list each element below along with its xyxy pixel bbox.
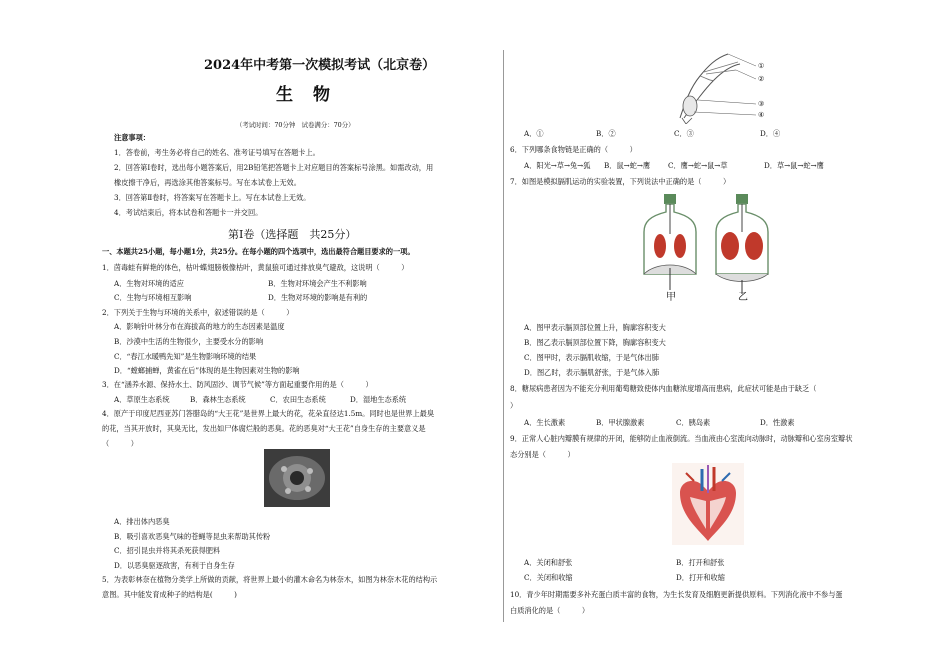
q8-option-c[interactable]: C．胰岛素 [676, 418, 711, 427]
q4-stem: 4．原产于印度尼西亚苏门答腊岛的“大王花”是世界上最大的花，花朵直径达1.5m。同时也是世界上最臭 [102, 409, 435, 418]
q2-option-a[interactable]: A．影响针叶林分布在海拔高的地方的生态因素是温度 [114, 322, 285, 331]
q9-stem: 9．正常人心脏内瓣膜有规律的开闭，能够防止血液倒流。当血液由心室流向动脉时，动脉瓣和心室房室瓣状 [510, 434, 853, 443]
section-title: 第Ⅰ卷（选择题 共25分） [228, 228, 357, 241]
q2-option-b[interactable]: B．沙漠中生活的生物很少，主要受水分的影响 [114, 337, 264, 346]
notes-item: 橡皮擦干净后，再选涂其他答案标号。写在本试卷上无效。 [114, 178, 301, 187]
q7-label-jia: 甲 [666, 292, 676, 303]
diagram-label-4: ④ [758, 110, 765, 119]
q6-option-a[interactable]: A．阳光→草→兔→狐 [524, 161, 591, 170]
q4-option-c[interactable]: C．招引昆虫并将其杀死获得肥料 [114, 546, 221, 555]
subject-title: 生物 [276, 85, 350, 105]
q7-stem: 7．如图是模拟膈肌运动的实验装置，下列说法中正确的是（ ） [510, 177, 731, 186]
q6-stem: 6．下列哪条食物链是正确的（ ） [510, 145, 637, 154]
q8-option-d[interactable]: D．性激素 [760, 418, 795, 427]
diaphragm-model-diagram [636, 192, 786, 300]
diagram-label-1: ① [758, 61, 765, 70]
section-instruction: 一、本题共25小题，每小题1分，共25分。在每小题的四个选项中，选出最符合题目要求的一项。 [102, 247, 415, 256]
q1-option-a[interactable]: A．生物对环境的适应 [114, 279, 184, 288]
q5-stem: 意图。其中能发育成种子的结构是( ) [102, 590, 237, 599]
q2-stem: 2．下列关于生物与环境的关系中，叙述错误的是（ ） [102, 308, 294, 317]
q10-stem: 白质消化的是（ ） [510, 606, 590, 615]
q5-option-b[interactable]: B．② [596, 129, 616, 138]
q9-stem: 态分别是（ ） [510, 450, 575, 459]
q7-option-a[interactable]: A．图甲表示膈顶部位置上升，胸廓容积变大 [524, 323, 666, 332]
heart-diagram [672, 463, 744, 545]
q5-option-d[interactable]: D．④ [760, 129, 781, 138]
q3-option-b[interactable]: B．森林生态系统 [190, 395, 246, 404]
q9-option-d[interactable]: D．打开和收缩 [676, 573, 725, 582]
q2-option-d[interactable]: D．“螳螂捕蝉，黄雀在后”体现的是生物因素对生物的影响 [114, 366, 300, 375]
q1-option-d[interactable]: D．生物对环境的影响是有利的 [268, 293, 368, 302]
q1-option-b[interactable]: B．生物对环境会产生不利影响 [268, 279, 367, 288]
notes-item: 2．回答第Ⅰ卷时，选出每小题答案后，用2B铅笔把答题卡上对应题目的答案标号涂黑。如需改动，用 [114, 163, 434, 172]
column-divider [503, 50, 504, 622]
q3-stem: 3．在“涵养水源、保持水土、防风固沙、调节气候”等方面起重要作用的是（ ） [102, 380, 373, 389]
q4-stem: 的花，当其开放时，其臭无比，发出如尸体腐烂般的恶臭。花的恶臭对“大王花”自身生存的主要意义是 [102, 424, 426, 433]
q4-stem: （ ） [102, 439, 138, 448]
q9-option-c[interactable]: C．关闭和收缩 [524, 573, 573, 582]
q7-option-c[interactable]: C．图甲时，表示膈肌收缩，于是气体出肺 [524, 353, 659, 362]
exam-info: （考试时间：70分钟 试卷满分：70分） [236, 121, 355, 129]
q8-option-b[interactable]: B．甲状腺激素 [596, 418, 645, 427]
q4-option-b[interactable]: B．吸引喜欢恶臭气味的苍蝇等昆虫来帮助其传粉 [114, 532, 271, 541]
q7-label-yi: 乙 [738, 292, 748, 303]
q4-option-a[interactable]: A．排出体内恶臭 [114, 517, 170, 526]
q10-stem: 10．青少年时期需要多补充蛋白质丰富的食物，为生长发育及细胞更新提供原料。下列消化液中不参与蛋 [510, 590, 843, 599]
q8-option-a[interactable]: A．生长激素 [524, 418, 566, 427]
q2-option-c[interactable]: C．“春江水暖鸭先知”是生物影响环境的结果 [114, 352, 257, 361]
q5-option-c[interactable]: C．③ [674, 129, 694, 138]
q6-option-b[interactable]: B．鼠→蛇→鹰 [604, 161, 651, 170]
q9-option-a[interactable]: A．关闭和舒张 [524, 558, 573, 567]
q1-option-c[interactable]: C．生物与环境相互影响 [114, 293, 192, 302]
notes-heading: 注意事项： [114, 133, 150, 142]
notes-item: 3．回答第Ⅱ卷时，将答案写在答题卡上。写在本试卷上无效。 [114, 193, 311, 202]
q5-stem: 5．为表彰林奈在植物分类学上所做的贡献，将世界上最小的灌木命名为林奈木，如图为林奈木花的结构示 [102, 575, 438, 584]
q6-option-c[interactable]: C．鹰→蛇→鼠→草 [668, 161, 728, 170]
q6-option-d[interactable]: D．草→鼠→蛇→鹰 [764, 161, 824, 170]
q5-option-a[interactable]: A．① [524, 129, 544, 138]
q3-option-c[interactable]: C．农田生态系统 [270, 395, 326, 404]
diagram-label-3: ③ [758, 99, 765, 108]
q3-option-d[interactable]: D．湿地生态系统 [350, 395, 407, 404]
q8-stem: 8．糖尿病患者因为不能充分利用葡萄糖致使体内血糖浓度增高而患病，此症状可能是由于缺乏（ [510, 384, 817, 393]
rafflesia-flower-image [264, 449, 330, 507]
q9-option-b[interactable]: B．打开和舒张 [676, 558, 725, 567]
q7-option-d[interactable]: D．图乙时，表示膈肌舒张，于是气体入肺 [524, 368, 660, 377]
q4-option-d[interactable]: D．以恶臭驱逐敌害，有利于自身生存 [114, 561, 235, 570]
notes-item: 1．答卷前，考生务必将自己的姓名、准考证号填写在答题卡上。 [114, 148, 320, 157]
q8-stem: ） [510, 401, 518, 410]
exam-title: 2024年中考第一次模拟考试（北京卷） [204, 58, 436, 73]
notes-item: 4．考试结束后，将本试卷和答题卡一并交回。 [114, 208, 263, 217]
q1-stem: 1．茵毒蛙有鲜艳的体色，枯叶蝶翅膀极像枯叶，黄鼠狼可通过排放臭气避敌，这说明（ ） [102, 263, 409, 272]
q7-option-b[interactable]: B．图乙表示膈顶部位置下降，胸廓容积变大 [524, 338, 666, 347]
diagram-label-2: ② [758, 74, 765, 83]
q3-option-a[interactable]: A．草原生态系统 [114, 395, 170, 404]
